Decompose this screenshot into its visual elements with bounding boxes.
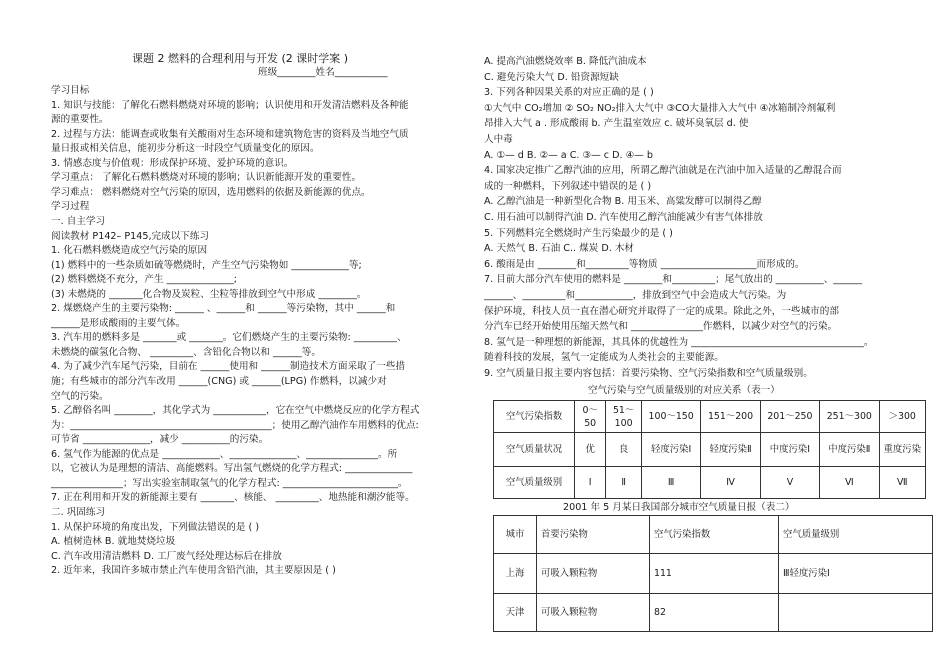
left-text-line: 6. 氢气作为能源的优点是 ____________、______________、_______________。所	[51, 448, 398, 460]
right-text-line: 保护环境，科技人员一直在潜心研究并取得了一定的成果。除此之外，一些城市的部	[484, 305, 839, 317]
left-text-line: 2. 近年来，我国许多城市禁止汽车使用含铅汽油，其主要原因是 ( )	[51, 565, 336, 577]
t2-city-cell: 天津	[494, 594, 537, 632]
left-text-line: 4. 为了减少汽车尾气污染，目前在 ______使用和 ______制造技术方面采取了一些措	[51, 361, 406, 373]
t1-cell: Ⅴ	[760, 467, 819, 499]
right-text-line: C. 避免污染大气 D. 铅资源短缺	[484, 71, 619, 83]
left-text-line: 源的重要性。	[51, 114, 109, 126]
right-text-line: 随着科技的发展，氢气一定能成为人类社会的主要能源。	[484, 352, 724, 364]
t1-cell: 空气污染指数	[494, 401, 575, 433]
left-text-line: (2) 燃料燃烧不充分，产生 ______________;	[51, 274, 238, 286]
t2-cell: 可吸入颗粒物	[537, 554, 650, 594]
right-text-line: A. ①— d B. ②— a C. ③— c D. ④— b	[484, 149, 653, 161]
right-text-line: A. 提高汽油燃烧效率 B. 降低汽油成本	[484, 56, 647, 67]
t1-cell: 201～250	[760, 401, 819, 433]
t2-header-cell: 空气质量级别	[779, 516, 933, 554]
left-text-line: 阅读教材 P142– P145,完成以下练习	[51, 230, 210, 242]
class-name-line: 班级________姓名___________	[258, 67, 388, 78]
right-text-line: 4. 国家决定推广乙醇汽油的应用，所谓乙醇汽油就是在汽油中加入适量的乙醇混合而	[484, 165, 842, 177]
left-text-line: 空气的污染。	[51, 390, 109, 402]
right-text-line: 3. 下列各种因果关系的对应正确的是 ( )	[484, 87, 654, 99]
left-text-line: 以，它被认为是理想的清洁、高能燃料。写出氢气燃烧的化学方程式: ______________	[51, 463, 413, 475]
left-text-line: 学习目标	[51, 85, 90, 96]
page-title: 课题 2 燃料的合理利用与开发 (2 课时学案 )	[132, 52, 349, 65]
left-text-line: 学习过程	[51, 201, 90, 213]
right-text-line: A. 天然气 B. 石油 C.. 煤炭 D. 木材	[484, 243, 635, 255]
t1-cell: 中度污染Ⅱ	[820, 433, 879, 467]
left-text-line: 2. 过程与方法：能调查或收集有关酸雨对生态环境和建筑物危害的资料及当地空气质	[51, 128, 409, 140]
left-text-line: ______是形成酸雨的主要气体。	[51, 317, 186, 329]
city-air-quality-table	[493, 515, 933, 632]
left-text-line: (3) 未燃烧的 _______化合物及炭粒、尘粒等排放到空气中形成 ________。	[51, 288, 367, 300]
left-text-line: 2. 煤燃烧产生的主要污染物: ______ 、______和 ______等污染物，其中 ______和	[51, 303, 396, 315]
t1-cell: 空气质量状况	[494, 433, 575, 467]
t2-cell: 82	[650, 594, 779, 632]
left-text-line: 学习重点： 了解化石燃料燃烧对环境的影响；认识新能源开发的重要性。	[51, 172, 362, 184]
t1-cell: Ⅰ	[575, 467, 606, 499]
right-text-line: ①大气中 CO₂增加 ② SO₂ NO₂排入大气中 ③CO大量排入大气中 ④冰箱制冷剂氟利	[484, 102, 836, 114]
t1-cell: 轻度污染Ⅱ	[701, 433, 760, 467]
right-text-line: 6. 酸雨是由 ________和_________等物质 ____________________而形成的。	[484, 258, 805, 270]
t1-cell: Ⅲ	[641, 467, 700, 499]
right-text-line: 8. 氢气是一种理想的新能源，其具体的优越性为 ____________________________________。	[484, 336, 874, 348]
t1-cell: 轻度污染Ⅰ	[641, 433, 700, 467]
left-text-line: 1. 化石燃料燃烧造成空气污染的原因	[51, 245, 208, 257]
left-text-line: 3. 汽车用的燃料多是 _______或 _______。它们燃烧产生的主要污染物: _________、	[51, 332, 407, 344]
left-text-line: 一. 自主学习	[51, 215, 106, 227]
left-text-line: 为：__________________________________________；使用乙醇汽油作车用燃料的优点:	[51, 419, 419, 431]
t1-cell: Ⅵ	[820, 467, 879, 499]
t2-header-cell: 空气污染指数	[650, 516, 779, 554]
left-text-line: 施；有些城市的部分汽车改用 ______(CNG) 或 ______(LPG) 作燃料，以减少对	[51, 376, 387, 387]
right-text-line: 7. 目前大部分汽车使用的燃料是 ________和_________；尾气放出的 __________、______	[484, 274, 863, 286]
right-text-line: C. 用石油可以制得汽油 D. 汽车使用乙醇汽油能减少有害气体排放	[484, 212, 763, 223]
right-text-line: 分汽车已经开始使用压缩天然气和 _______________作燃料，以减少对空气的污染。	[484, 321, 838, 333]
t1-cell: 中度污染Ⅰ	[760, 433, 819, 467]
t2-cell	[779, 594, 933, 632]
left-text-line: 学习难点： 燃料燃烧对空气污染的原因，选用燃料的依据及新能源的优点。	[51, 186, 371, 198]
t1-cell: 优	[575, 433, 606, 467]
t2-header-cell: 首要污染物	[537, 516, 650, 554]
t1-cell: Ⅳ	[701, 467, 760, 499]
left-text-line: 1. 知识与技能：了解化石燃料燃烧对环境的影响；认识使用和开发清洁燃料及各种能	[51, 99, 409, 111]
t1-cell: 100～150	[641, 401, 700, 433]
t1-cell: 151～200	[701, 401, 760, 433]
table1-caption: 空气污染与空气质量级别的对应关系（表一）	[588, 385, 780, 396]
t2-cell: 111	[650, 554, 779, 594]
left-text-line: 量日报或相关信息，能初步分析这一时段空气质量变化的原因。	[51, 143, 320, 155]
t1-cell: Ⅱ	[606, 467, 642, 499]
right-text-line: A. 乙醇汽油是一种新型化合物 B. 用玉米、高粱发酵可以制得乙醇	[484, 196, 762, 208]
right-text-line: 成的一种燃料，下列叙述中错误的是 ( )	[484, 180, 652, 192]
t2-cell: 可吸入颗粒物	[537, 594, 650, 632]
left-text-line: 5. 乙醇俗名叫 ________，其化学式为 ___________，它在空气中燃烧反应的化学方程式	[51, 405, 420, 417]
t1-cell: ＞300	[879, 401, 926, 433]
t1-cell: 251～300	[820, 401, 879, 433]
right-text-line: 9. 空气质量日报主要内容包括：首要污染物、空气污染指数和空气质量级别。	[484, 368, 813, 379]
t1-cell: 良	[606, 433, 642, 467]
table2-caption: 2001 年 5 月某日我国部分城市空气质量日报（表二）	[563, 502, 795, 513]
left-text-line: 1. 从保护环境的角度出发，下列做法错误的是 ( )	[51, 521, 260, 533]
right-text-line: 人中毒	[484, 134, 513, 145]
left-text-line: (1) 燃料中的一些杂质如硫等燃烧时，产生空气污染物如 ____________等;	[51, 259, 362, 271]
left-text-line: 未燃烧的碳氢化合物、 _________、含铅化合物以和 ______等。	[51, 346, 321, 358]
t1-cell: 0～50	[575, 401, 606, 433]
left-text-line: A. 植树造林 B. 就地焚烧垃圾	[51, 536, 176, 548]
left-text-line: 可节省 ______________，减少 __________的污染。	[51, 434, 269, 446]
t1-cell: 51～100	[606, 401, 642, 433]
t2-header-cell: 城市	[494, 516, 537, 554]
t1-cell: 重度污染	[879, 433, 926, 467]
t1-cell: 空气质量级别	[494, 467, 575, 499]
t2-cell: Ⅲ轻度污染Ⅰ	[779, 554, 933, 594]
left-text-line: C. 汽车改用清洁燃料 D. 工厂废气经处理达标后在排放	[51, 550, 282, 562]
air-quality-grade-table	[493, 400, 926, 499]
t1-cell: Ⅶ	[879, 467, 926, 499]
left-text-line: 二. 巩固练习	[51, 506, 106, 518]
right-text-line: 5. 下列燃料完全燃烧时产生污染最少的是 ( )	[484, 227, 673, 239]
right-text-line: 昂排入大气 a . 形成酸雨 b. 产生温室效应 c. 破坏臭氧层 d. 使	[484, 118, 749, 130]
left-text-line: _______________；写出实验室制取氢气的化学方程式: ________________________。	[51, 477, 408, 489]
t2-city-cell: 上海	[494, 554, 537, 594]
left-text-line: 7. 正在利用和开发的新能源主要有 _______、核能、 _________、地热能和潮汐能等。	[51, 492, 415, 504]
left-text-line: 3. 情感态度与价值观：形成保护环境、爱护环境的意识。	[51, 157, 294, 169]
right-text-line: ______、_________和____________，排放到空气中会造成大气污染。为	[484, 290, 787, 301]
